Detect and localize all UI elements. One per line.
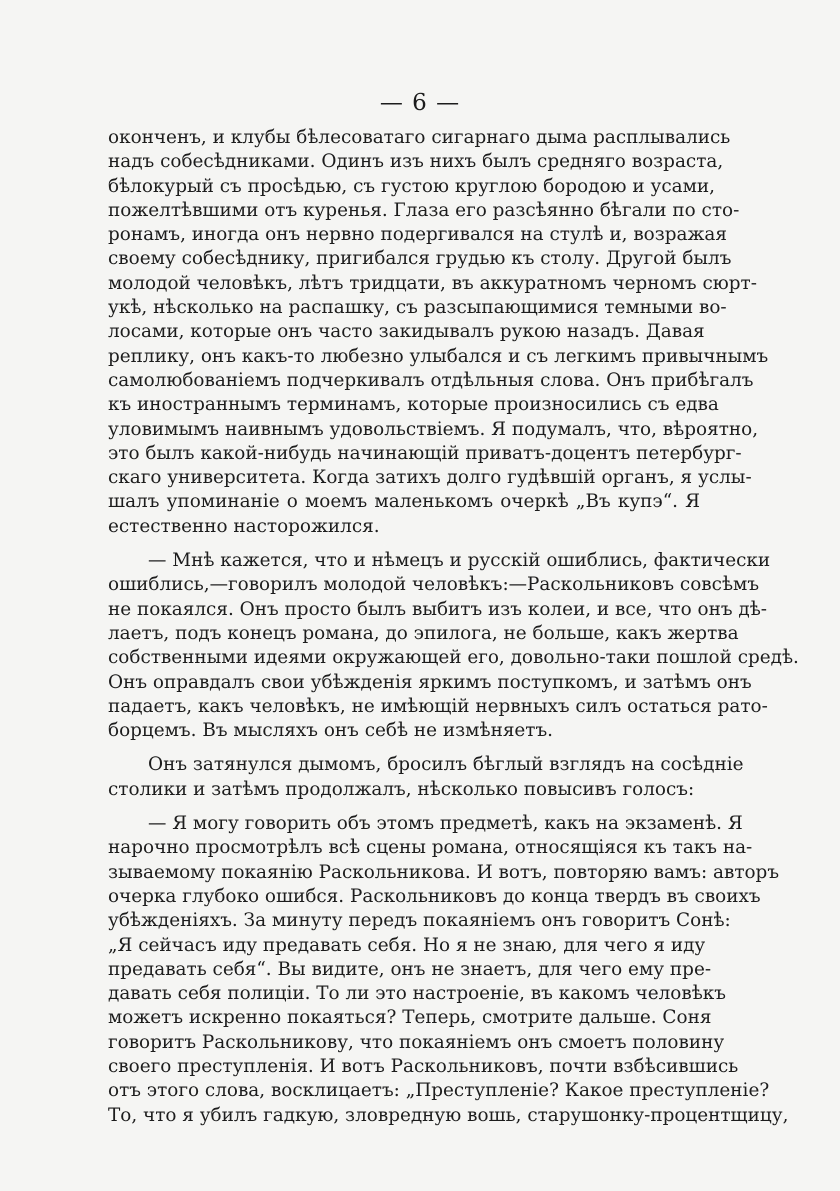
paragraph [108,753,744,802]
text-line: лосами, которые онъ часто закидывалъ рукою назадъ. Давая [108,321,705,343]
text-line: бѣлокурый съ просѣдью, съ густою круглою бородою и усами, [108,175,715,197]
text-line: къ иностраннымъ терминамъ, которые произносились съ едва [108,394,719,416]
text-line: шалъ упоминаніе о моемъ маленькомъ очеркѣ „Въ купэ“. Я [108,491,700,513]
text-line: говоритъ Раскольникову, что покаяніемъ онъ смоетъ половину [108,1031,725,1053]
text-line: пожелтѣвшими отъ куренья. Глаза его разсѣянно бѣгали по сто- [108,199,740,221]
text-line: давать себя полиціи. То ли это настроеніе, въ какомъ человѣкъ [108,983,726,1005]
text-line: уловимымъ наивнымъ удовольствіемъ. Я подумалъ, что, вѣроятно, [108,418,759,440]
text-line: То, что я убилъ гадкую, зловредную вошь, старушонку-процентщицу, [108,1104,789,1126]
text-line: своему собесѣднику, пригибался грудью къ столу. Другой былъ [108,248,732,270]
text-line: укѣ, нѣсколько на распашку, съ разсыпающимися темными во- [108,297,727,319]
text-line: это былъ какой-нибудь начинающій приватъ-доцентъ петербург- [108,442,742,464]
text-line: нарочно просмотрѣлъ всѣ сцены романа, относящіяся къ такъ на- [108,837,753,859]
text-line: зываемому покаянію Раскольникова. И вотъ, повторяю вамъ: авторъ [108,861,780,883]
text-line: падаетъ, какъ человѣкъ, не имѣющій нервныхъ силъ остаться рато- [108,695,768,717]
text-line: ронамъ, иногда онъ нервно подергивался на стулѣ и, возражая [108,224,727,246]
text-line: лаетъ, подъ конецъ романа, до эпилога, не больше, какъ жертва [108,622,739,644]
paragraph [108,126,769,539]
text-line: Онъ затянулся дымомъ, бросилъ бѣглый взглядъ на сосѣдніе [148,754,744,776]
text-line: собственными идеями окружающей его, довольно-таки пошлой средѣ. [108,647,799,669]
text-line: предавать себя“. Вы видите, онъ не знаетъ, для чего ему пре- [108,958,712,980]
paragraph-gap [108,539,700,549]
page-text-body [108,126,799,1128]
text-line: „Я сейчасъ иду предавать себя. Но я не знаю, для чего я иду [108,934,706,956]
text-line: реплику, онъ какъ-то любезно улыбался и съ легкимъ привычнымъ [108,345,769,367]
text-line: самолюбованіемъ подчеркивалъ отдѣльныя слова. Онъ прибѣгалъ [108,369,754,391]
text-line: не покаялся. Онъ просто былъ выбитъ изъ колеи, и все, что онъ дѣ- [108,598,768,620]
page-number-header: — 6 — [379,90,461,116]
text-line: — Мнѣ кажется, что и нѣмецъ и русскій ошиблись, фактически [148,550,771,572]
text-line: ошиблись,—говорилъ молодой человѣкъ:—Раскольниковъ совсѣмъ [108,574,760,596]
text-line: убѣжденіяхъ. За минуту передъ покаяніемъ онъ говоритъ Сонѣ: [108,910,731,932]
text-line: молодой человѣкъ, лѣтъ тридцати, въ аккуратномъ черномъ сюрт- [108,272,757,294]
text-line: своего преступленія. И вотъ Раскольниковъ, почти взбѣсившись [108,1055,739,1077]
paragraph-gap [108,802,700,812]
text-line: отъ этого слова, восклицаетъ: „Преступленіе? Какое преступленіе? [108,1080,770,1102]
text-line: очерка глубоко ошибся. Раскольниковъ до конца твердъ въ своихъ [108,885,761,907]
text-line: борцемъ. Въ мысляхъ онъ себѣ не измѣняетъ. [108,720,554,742]
text-line: можетъ искренно покаяться? Теперь, смотрите дальше. Соня [108,1007,712,1029]
text-line: естественно насторожился. [108,515,380,537]
text-line: скаго университета. Когда затихъ долго гудѣвшій органъ, я услы- [108,467,752,489]
paragraph [108,549,799,743]
text-line: — Я могу говорить объ этомъ предметѣ, какъ на экзаменѣ. Я [148,813,743,835]
text-line: столики и затѣмъ продолжалъ, нѣсколько повысивъ голосъ: [108,778,695,800]
text-line: Онъ оправдалъ свои убѣжденія яркимъ поступкомъ, и затѣмъ онъ [108,671,752,693]
text-line: оконченъ, и клубы бѣлесоватаго сигарнаго дыма расплывались [108,127,731,148]
paragraph [108,812,789,1128]
paragraph-gap [108,743,700,753]
text-line: надъ собесѣдниками. Одинъ изъ нихъ былъ средняго возраста, [108,151,724,173]
